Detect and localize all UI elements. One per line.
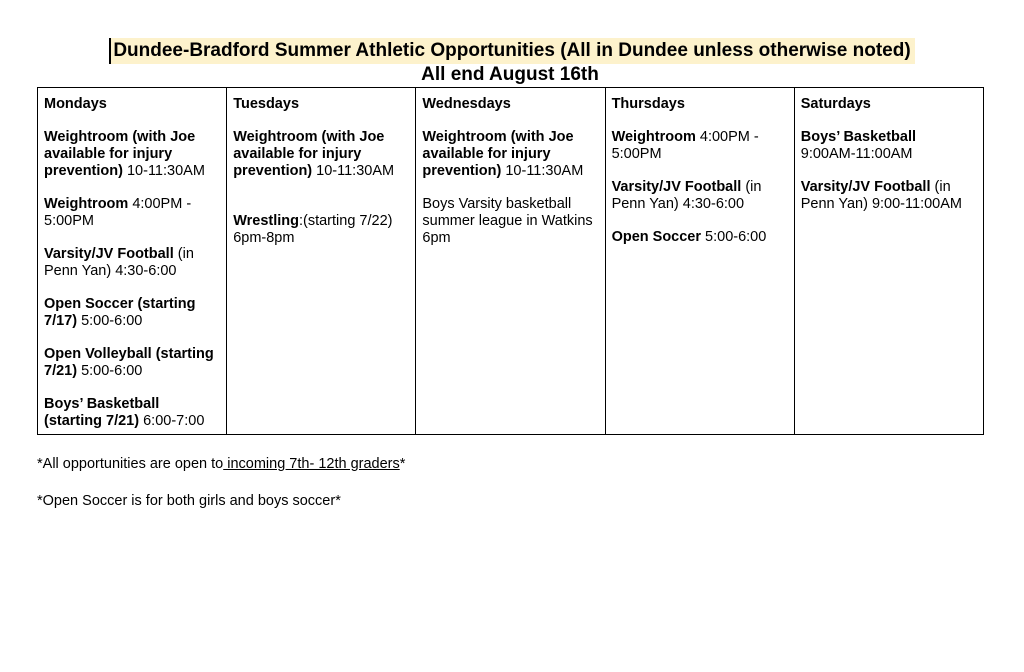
thursday-cell[interactable] [605,88,794,435]
monday-cell[interactable] [38,88,227,435]
schedule-entry: Weightroom (with Joe available for injury prevention) 10-11:30AM [44,129,205,179]
saturday-cell[interactable] [794,88,983,435]
document-subtitle[interactable]: All end August 16th [421,64,599,85]
schedule-entry: Varsity/JV Football (in Penn Yan) 9:00-11:00AM [800,179,962,212]
note-text: *All opportunities are open to [37,456,224,472]
schedule-entry: Varsity/JV Football (in Penn Yan) 4:30-6:00 [44,246,194,279]
schedule-entry: Boys’ Basketball (starting 7/21) 6:00-7:00 [44,396,205,429]
schedule-entry: Weightroom 4:00PM - 5:00PM [44,196,192,229]
note-underlined-text: incoming 7th- 12th graders [223,456,400,472]
schedule-entry: Varsity/JV Football (in Penn Yan) 4:30-6:00 [611,179,762,212]
schedule-row [38,88,984,435]
schedule-entry: Weightroom (with Joe available for injury prevention) 10-11:30AM [422,129,584,179]
schedule-entry: Open Soccer (starting 7/17) 5:00-6:00 [44,296,196,329]
saturday-header: Saturdays [800,96,871,112]
schedule-entry: Open Soccer 5:00-6:00 [611,229,767,245]
eligibility-note[interactable] [37,456,405,473]
wednesday-header: Wednesdays [422,96,511,112]
schedule-entry: Wrestling:(starting 7/22) 6pm-8pm [233,213,393,246]
schedule-entry: Boys Varsity basketball summer league in Watkins 6pm [422,196,593,246]
schedule-entry: Boys’ Basketball 9:00AM-11:00AM [800,129,916,162]
schedule-table[interactable] [37,87,984,435]
schedule-entry: Open Volleyball (starting 7/21) 5:00-6:00 [44,346,214,379]
note-text: * [399,456,406,472]
schedule-entry: Weightroom (with Joe available for injury prevention) 10-11:30AM [233,129,395,179]
monday-header: Mondays [44,96,107,112]
thursday-header: Thursdays [611,96,685,112]
document-title[interactable]: Dundee-Bradford Summer Athletic Opportunities (All in Dundee unless otherwise noted) [109,38,914,64]
schedule-entry: Weightroom 4:00PM - 5:00PM [611,129,759,162]
soccer-note[interactable]: *Open Soccer is for both girls and boys soccer* [37,493,341,509]
title-wrapper [0,38,1024,64]
wednesday-cell[interactable] [416,88,605,435]
tuesday-cell[interactable] [227,88,416,435]
tuesday-header: Tuesdays [233,96,300,112]
